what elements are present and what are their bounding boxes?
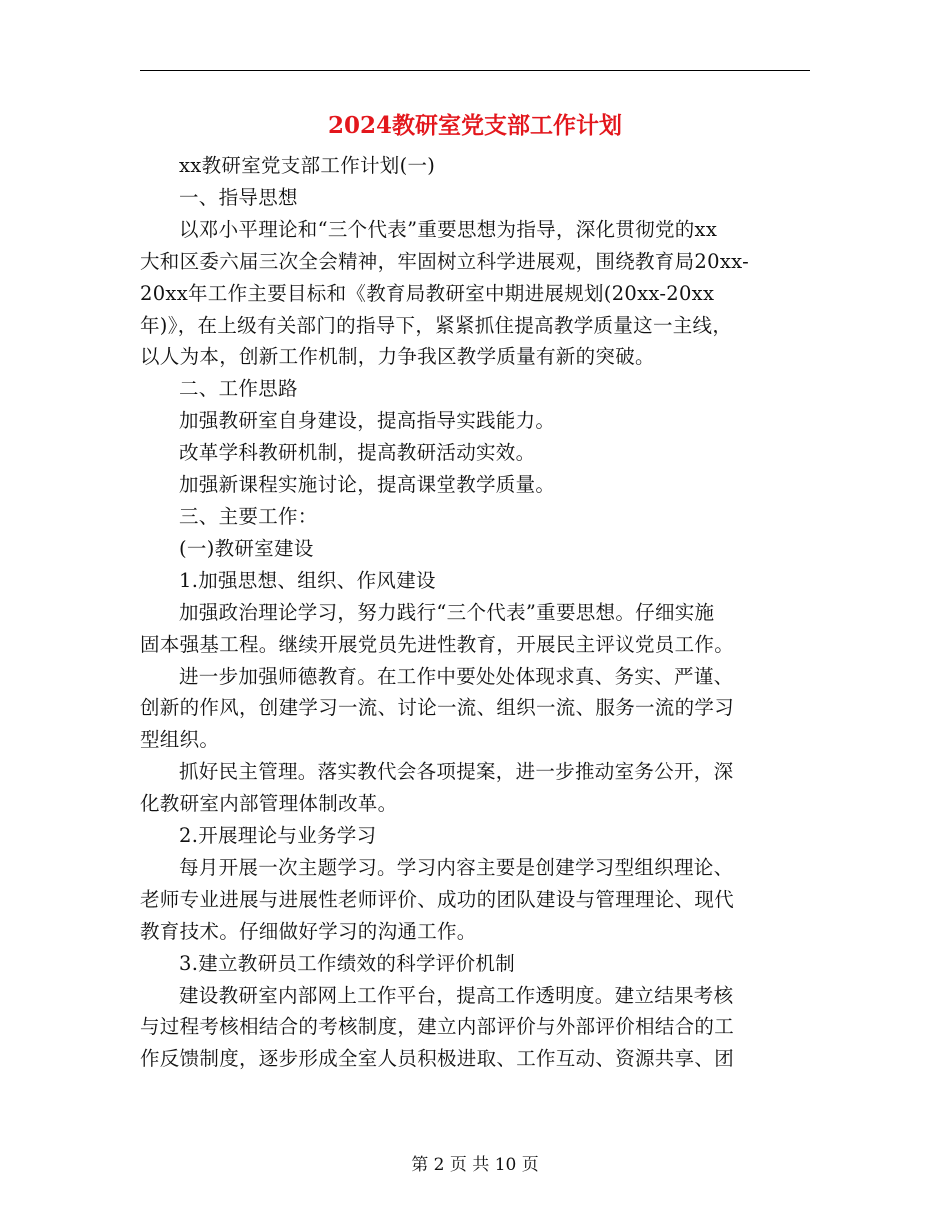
text-line: 型组织。 <box>140 728 220 752</box>
text-line: 3.建立教研员工作绩效的科学评价机制 <box>179 951 516 975</box>
paragraph-ethics-cont <box>140 692 820 756</box>
text-line: 作反馈制度，逐步形成全室人员积极进取、工作互动、资源共享、团 <box>140 1047 735 1071</box>
paragraph-ethics <box>140 661 820 693</box>
text-line: xx教研室党支部工作计划(一) <box>179 154 436 177</box>
footer-middle: 页 共 <box>449 1155 490 1175</box>
paragraph-democratic-management <box>140 756 820 788</box>
text-line: 教育技术。仔细做好学习的沟通工作。 <box>140 919 477 943</box>
footer-prefix: 第 <box>411 1155 429 1175</box>
item-heading-1 <box>140 565 820 597</box>
text-line: 2.开展理论与业务学习 <box>179 824 377 848</box>
section-heading-1 <box>140 182 820 214</box>
paragraph-democratic-management-cont <box>140 788 820 820</box>
paragraph-political-study-cont <box>140 629 820 661</box>
text-line: 二、工作思路 <box>179 377 298 401</box>
paragraph-idea-2 <box>140 437 820 469</box>
paragraph-platform-cont <box>140 1011 820 1075</box>
text-line: 与过程考核相结合的考核制度，建立内部评价与外部评价相结合的工 <box>140 1015 735 1039</box>
text-line: 20xx年工作主要目标和《教育局教研室中期进展规划(20xx-20xx <box>140 281 715 305</box>
paragraph-guiding-ideology <box>140 214 820 246</box>
text-line: 每月开展一次主题学习。学习内容主要是创建学习型组织理论、 <box>179 855 734 879</box>
text-line: 化教研室内部管理体制改革。 <box>140 792 398 816</box>
item-heading-3 <box>140 948 820 980</box>
text-line: (一)教研室建设 <box>179 536 314 560</box>
text-line: 老师专业进展与进展性老师评价、成功的团队建设与管理理论、现代 <box>140 887 735 911</box>
text-line: 进一步加强师德教育。在工作中要处处体现求真、务实、严谨、 <box>179 664 734 688</box>
paragraph-idea-3 <box>140 469 820 501</box>
subtitle-line <box>140 150 820 182</box>
paragraph-idea-1 <box>140 405 820 437</box>
paragraph-political-study <box>140 597 820 629</box>
text-line: 加强新课程实施讨论，提高课堂教学质量。 <box>179 473 556 497</box>
text-line: 年)》，在上级有关部门的指导下，紧紧抓住提高教学质量这一主线， <box>140 313 733 337</box>
subsection-heading <box>140 533 820 565</box>
text-line: 加强政治理论学习，努力践行“三个代表”重要思想。仔细实施 <box>179 600 715 624</box>
text-line: 1.加强思想、组织、作风建设 <box>179 568 436 592</box>
section-heading-3 <box>140 501 820 533</box>
document-title: 2024教研室党支部工作计划 <box>327 112 622 139</box>
text-line: 创新的作风，创建学习一流、讨论一流、组织一流、服务一流的学习 <box>140 696 735 720</box>
text-line: 大和区委六届三次全会精神，牢固树立科学进展观，围绕教育局20xx- <box>140 249 749 273</box>
text-line: 改革学科教研机制，提高教研活动实效。 <box>179 441 536 465</box>
paragraph-monthly-study-cont <box>140 884 820 948</box>
text-line: 加强教研室自身建设，提高指导实践能力。 <box>179 409 556 433</box>
header-rule <box>140 70 810 71</box>
footer-current-page: 2 <box>433 1155 445 1175</box>
text-line: 建设教研室内部网上工作平台，提高工作透明度。建立结果考核 <box>179 983 734 1007</box>
text-line: 一、指导思想 <box>179 185 298 209</box>
item-heading-2 <box>140 820 820 852</box>
document-body <box>140 150 820 1075</box>
text-line: 固本强基工程。继续开展党员先进性教育，开展民主评议党员工作。 <box>140 632 735 656</box>
paragraph-guiding-ideology-cont <box>140 246 820 374</box>
text-line: 抓好民主管理。落实教代会各项提案，进一步推动室务公开，深 <box>179 760 734 784</box>
footer-total-pages: 10 <box>494 1155 517 1175</box>
text-line: 以人为本，创新工作机制，力争我区教学质量有新的突破。 <box>140 345 655 369</box>
text-line: 三、主要工作： <box>179 504 318 528</box>
paragraph-platform <box>140 980 820 1012</box>
paragraph-monthly-study <box>140 852 820 884</box>
text-line: 以邓小平理论和“三个代表”重要思想为指导，深化贯彻党的xx <box>179 217 718 241</box>
section-heading-2 <box>140 373 820 405</box>
page-footer <box>140 1152 810 1178</box>
footer-suffix: 页 <box>521 1155 539 1175</box>
